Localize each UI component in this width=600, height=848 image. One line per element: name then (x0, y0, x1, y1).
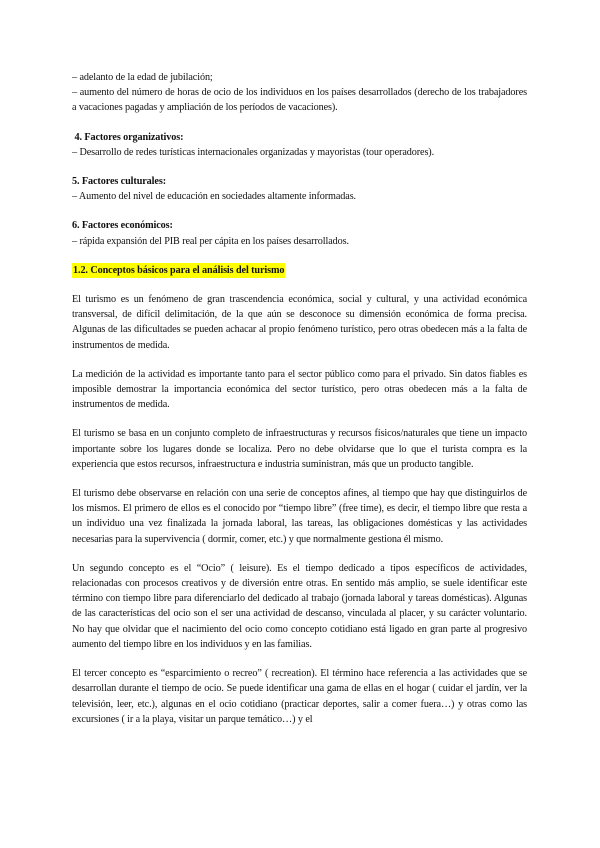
list-item: – rápida expansión del PIB real per cápita en los países desarrollados. (72, 235, 349, 247)
paragraph: La medición de la actividad es importante tanto para el sector público como para el privado. Sin datos fiables es imposible demostrar la importancia económica del sector turístico, pero otras obedecen más a la falta de instrumentos de medida. (72, 368, 527, 411)
paragraph: El turismo debe observarse en relación con una serie de conceptos afines, al tiempo que hay que distinguirlos de los mismos. El primero de ellos es el conocido por “tiempo libre” (free time), es decir, el tiempo libre que resta a un individuo una vez finalizada la jornada laboral, las tareas, las obligaciones domésticas y las actividades necesarias para la supervivencia ( dormir, comer, etc.) y que normalmente gestiona él mismo. (72, 488, 527, 545)
paragraph: Un segundo concepto es el “Ocio” ( leisure). Es el tiempo dedicado a tipos específicos de actividades, relacionadas con procesos creativos y de diversión entre otras. En sentido más amplio, se suele identificar este término con tiempo libre para diferenciarlo del dedicado al trabajo (jornada laboral y tareas domésticas). Algunas de las características del ocio son el ser una actividad de descanso, vinculada al placer, y su carácter voluntario. No hay que olvidar que el nacimiento del ocio como concepto cotidiano está ligado en gran parte al progresivo aumento del tiempo libre en los individuos y en las familias. (72, 562, 527, 650)
list-item: – aumento del número de horas de ocio de los individuos en los países desarrollados (derecho de los trabajadores a vacaciones pagadas y ampliación de los períodos de vacaciones). (72, 87, 527, 114)
list-item: – adelanto de la edad de jubilación; (72, 72, 213, 83)
section-heading: 4. Factores organizativos: (72, 131, 184, 143)
paragraph: El turismo se basa en un conjunto completo de infraestructuras y recursos físicos/naturales que tiene un impacto importante sobre los lugares donde se localiza. Pero no debe olvidarse que lo que el turista compra es la experiencia que estos recursos, infraestructura e industria suministran, más que un producto tangible. (72, 428, 527, 470)
list-item: – Desarrollo de redes turísticas internacionales organizadas y mayoristas (tour operadores). (72, 146, 435, 158)
paragraph: El turismo es un fenómeno de gran trascendencia económica, social y cultural, y una actividad económica transversal, de difícil delimitación, de la que aún se desconoce su dimensión económica de forma precisa. Algunas de las dificultades se pueden achacar al propio fenómeno turístico, pero otras obedecen más a la falta de instrumentos de medida. (72, 294, 527, 351)
subsection-title: 1.2. Conceptos básicos para el análisis del turismo (72, 263, 285, 278)
section-heading: 5. Factores culturales: (72, 176, 166, 188)
section-heading: 6. Factores económicos: (72, 220, 173, 232)
list-item: – Aumento del nivel de educación en sociedades altamente informadas. (72, 191, 357, 203)
paragraph: El tercer concepto es “esparcimiento o recreo” ( recreation). El término hace referencia a las actividades que se desarrollan durante el tiempo de ocio. Se puede identificar una gama de ellas en el hogar ( cuidar el jardín, ver la televisión, leer, etc.), algunas en el ocio cotidiano (practicar deportes, salir a comer fuera…) y otras como las excursiones ( ir a la playa, visitar un parque temático…) y el (72, 668, 527, 725)
document-page (72, 70, 527, 727)
